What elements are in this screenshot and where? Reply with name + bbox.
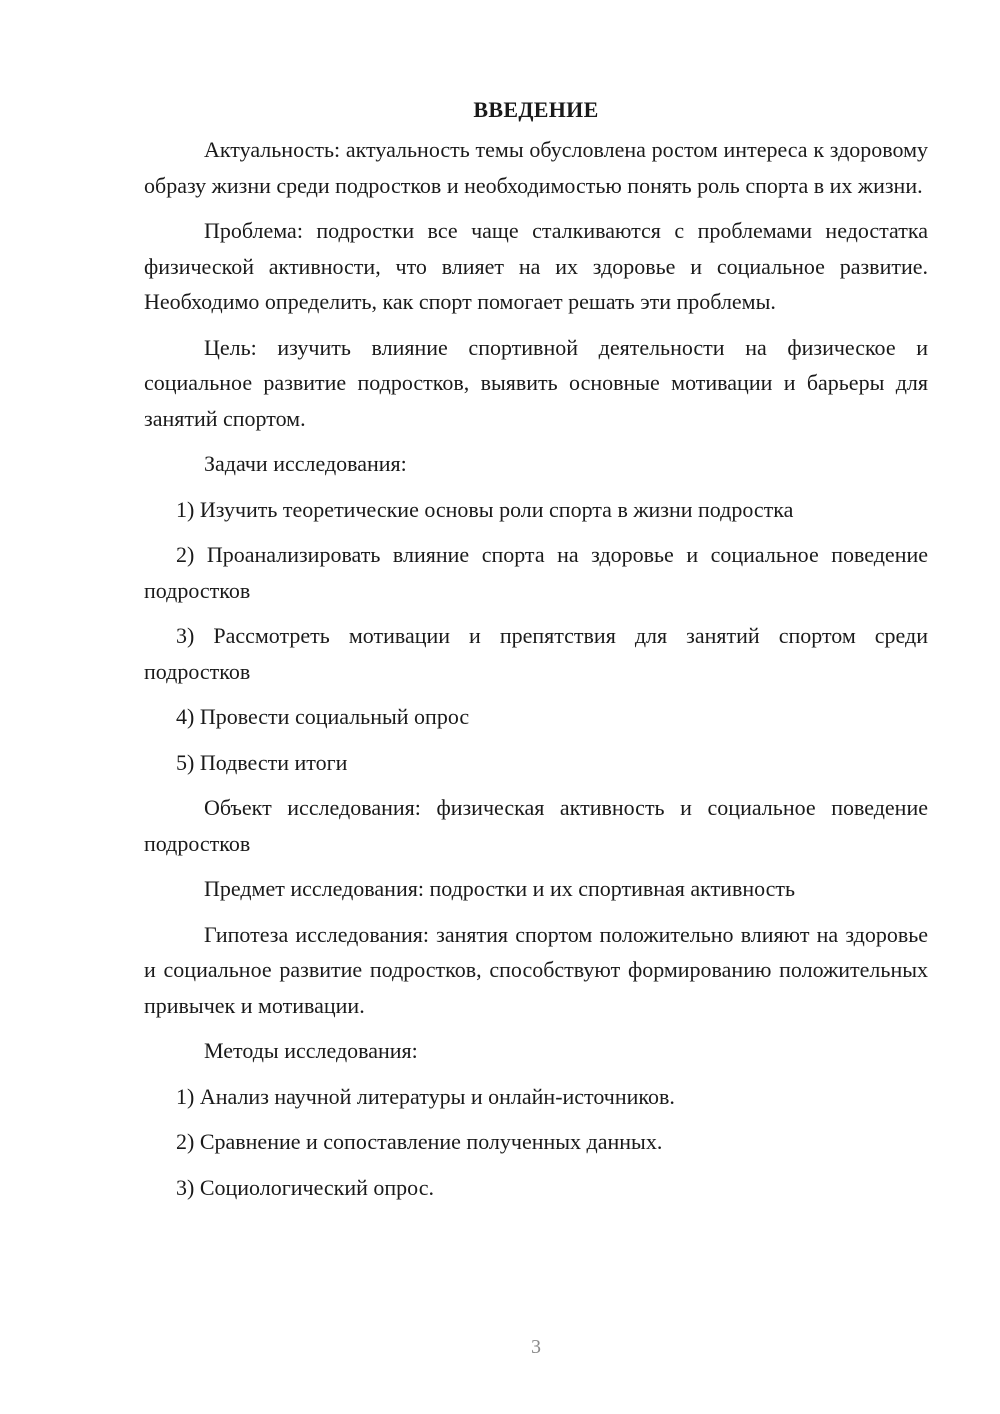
- methods-heading: Методы исследования:: [204, 1038, 418, 1063]
- relevance-paragraph: Актуальность: актуальность темы обусловлена ростом интереса к здоровому образу жизни среди подростков и необходимостью понять роль спорта в их жизни.: [144, 137, 928, 198]
- task-item: 1) Изучить теоретические основы роли спорта в жизни подростка: [176, 496, 794, 522]
- task-item: 2) Проанализировать влияние спорта на здоровье и социальное поведение подростков: [144, 542, 928, 603]
- method-item: 2) Сравнение и сопоставление полученных данных.: [176, 1129, 663, 1154]
- task-item: 4) Провести социальный опрос: [176, 704, 470, 729]
- task-item: 3) Рассмотреть мотивации и препятствия для занятий спортом среди подростков: [144, 623, 928, 684]
- method-item: 3) Социологический опрос.: [176, 1174, 434, 1200]
- object-paragraph: Объект исследования: физическая активность и социальное поведение подростков: [144, 795, 928, 856]
- goal-paragraph: Цель: изучить влияние спортивной деятельности на физическое и социальное развитие подростков, выявить основные мотивации и барьеры для занятий спортом.: [144, 334, 928, 431]
- task-item: 5) Подвести итоги: [176, 749, 348, 775]
- method-item: 1) Анализ научной литературы и онлайн-источников.: [176, 1083, 675, 1109]
- problem-paragraph: Проблема: подростки все чаще сталкиваются с проблемами недостатка физической активности, что влияет на их здоровье и социальное развитие. Необходимо определить, как спорт помогает решать эти проблемы.: [144, 218, 928, 314]
- subject-paragraph: Предмет исследования: подростки и их спортивная активность: [204, 876, 796, 901]
- document-body: [144, 92, 928, 1215]
- tasks-heading: Задачи исследования:: [204, 451, 407, 476]
- hypothesis-paragraph: Гипотеза исследования: занятия спортом положительно влияют на здоровье и социальное развитие подростков, способствуют формированию положительных привычек и мотивации.: [144, 921, 928, 1018]
- page-number: 3: [531, 1336, 541, 1358]
- section-title: ВВЕДЕНИЕ: [473, 97, 599, 122]
